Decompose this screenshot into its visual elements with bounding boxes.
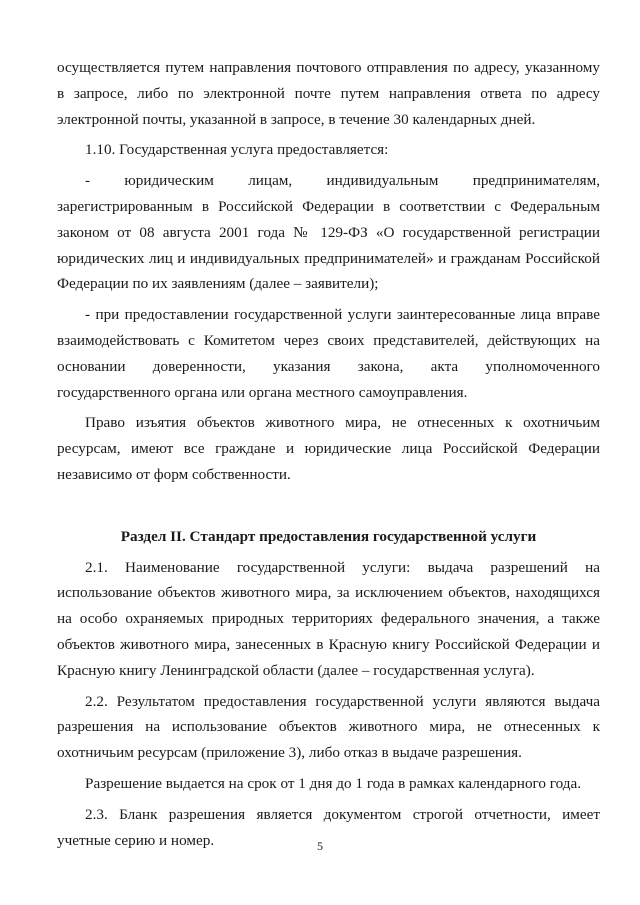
page-number: 5 [317,839,323,853]
paragraph-1-10: 1.10. Государственная услуга предоставляется: [85,141,389,159]
paragraph-2-3: 2.3. Бланк разрешения является документом строгой отчетности, имеет учетные серию и номер. [57,805,600,849]
paragraph-2-1: 2.1. Наименование государственной услуги: выдача разрешений на использование объектов животного мира, за исключением объектов, находящихся на особо охраняемых природных территориях федерального значения, а также объектов животного мира, занесенных в Красную книгу Российской Федерации и Красную книгу Ленинградской области (далее – государственная услуга). [57,558,600,679]
document-page [57,55,600,853]
paragraph-permit-term: Разрешение выдается на срок от 1 дня до 1 года в рамках календарного года. [85,774,582,792]
paragraph-representatives: - при предоставлении государственной услуги заинтересованные лица вправе взаимодействовать с Комитетом через своих представителей, действующих на основании доверенности, указания закона, акта уполномоченного государственного органа или органа местного самоуправления. [57,306,600,401]
paragraph-right-of-seizure: Право изъятия объектов животного мира, не отнесенных к охотничьим ресурсам, имеют все граждане и юридические лица Российской Федерации независимо от форм собственности. [57,414,600,483]
paragraph-2-2: 2.2. Результатом предоставления государственной услуги являются выдача разрешения на использование объектов животного мира, не отнесенных к охотничьим ресурсам (приложение 3), либо отказ в выдаче разрешения. [57,692,600,762]
paragraph-continuation: осуществляется путем направления почтового отправления по адресу, указанному в запросе, либо по электронной почте путем направления ответа по адресу электронной почты, указанной в запросе, в течение 30 календарных дней. [57,59,600,128]
paragraph-legal-entities: - юридическим лицам, индивидуальным предпринимателям, зарегистрированным в Российской Федерации в соответствии с Федеральным законом от 08 августа 2001 года № 129-ФЗ «О государственной регистрации юридических лиц и индивидуальных предпринимателей» и гражданам Российской Федерации по их заявлениям (далее – заявители); [57,172,600,293]
section-title: Раздел II. Стандарт предоставления государственной услуги [120,527,537,545]
